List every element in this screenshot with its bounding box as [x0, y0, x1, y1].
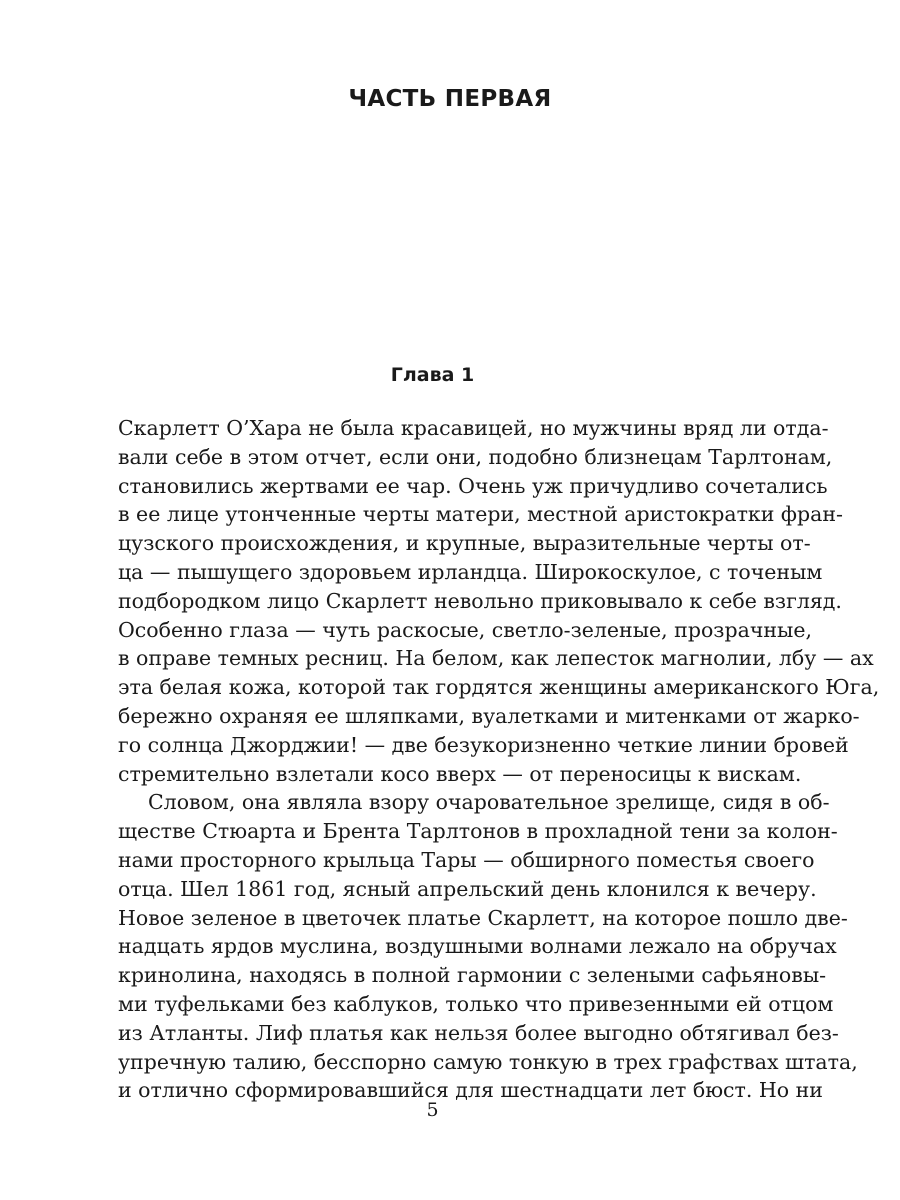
paragraph-2 — [118, 788, 858, 1105]
text-line: отца. Шел 1861 год, ясный апрельский день клонился к вечеру. — [118, 876, 817, 901]
text-line: ми туфельками без каблуков, только что привезенными ей отцом — [118, 991, 834, 1016]
text-line: вали себе в этом отчет, если они, подобно близнецам Тарлтонам, — [118, 444, 833, 469]
text-line: в ее лице утонченные черты матери, местной аристократки фран- — [118, 502, 843, 527]
text-line: стремительно взлетали косо вверх — от переносицы к вискам. — [118, 761, 802, 786]
text-line: становились жертвами ее чар. Очень уж причудливо сочетались — [118, 473, 828, 498]
text-line: бережно охраняя ее шляпками, вуалетками и митенками от жарко- — [118, 703, 860, 728]
text-line: в оправе темных ресниц. На белом, как лепесток магнолии, лбу — ах — [118, 646, 874, 671]
text-line: цузского происхождения, и крупные, выразительные черты от- — [118, 531, 811, 556]
paragraph-1 — [118, 414, 880, 788]
text-line: го солнца Джорджии! — две безукоризненно четкие линии бровей — [118, 732, 849, 757]
text-line: и отлично сформировавшийся для шестнадцати лет бюст. Но ни — [118, 1078, 823, 1103]
text-line: упречную талию, бесспорно самую тонкую в трех графствах штата, — [118, 1049, 858, 1074]
text-line: Словом, она являла взору очаровательное зрелище, сидя в об- — [148, 790, 830, 815]
text-line: нами просторного крыльца Тары — обширного поместья своего — [118, 847, 815, 872]
text-line: Новое зеленое в цветочек платье Скарлетт, на которое пошло две- — [118, 905, 848, 930]
chapter-title: Глава 1 — [390, 364, 475, 386]
text-line: из Атланты. Лиф платья как нельзя более выгодно обтягивал без- — [118, 1020, 839, 1045]
page-number: 5 — [426, 1099, 439, 1121]
text-line: эта белая кожа, которой так гордятся женщины американского Юга, — [118, 675, 880, 700]
body-text — [118, 414, 880, 1105]
part-title: ЧАСТЬ ПЕРВАЯ — [348, 86, 552, 112]
text-line: подбородком лицо Скарлетт невольно приковывало к себе взгляд. — [118, 588, 842, 613]
text-line: кринолина, находясь в полной гармонии с зелеными сафьяновы- — [118, 963, 827, 988]
text-line: надцать ярдов муслина, воздушными волнами лежало на обручах — [118, 934, 837, 959]
text-line: ца — пышущего здоровьем ирландца. Широкоскулое, с точеным — [118, 559, 823, 584]
text-line: Скарлетт О’Хара не была красавицей, но мужчины вряд ли отда- — [118, 416, 829, 440]
text-line: ществе Стюарта и Брента Тарлтонов в прохладной тени за колон- — [118, 819, 838, 844]
text-line: Особенно глаза — чуть раскосые, светло-зеленые, прозрачные, — [118, 617, 813, 642]
